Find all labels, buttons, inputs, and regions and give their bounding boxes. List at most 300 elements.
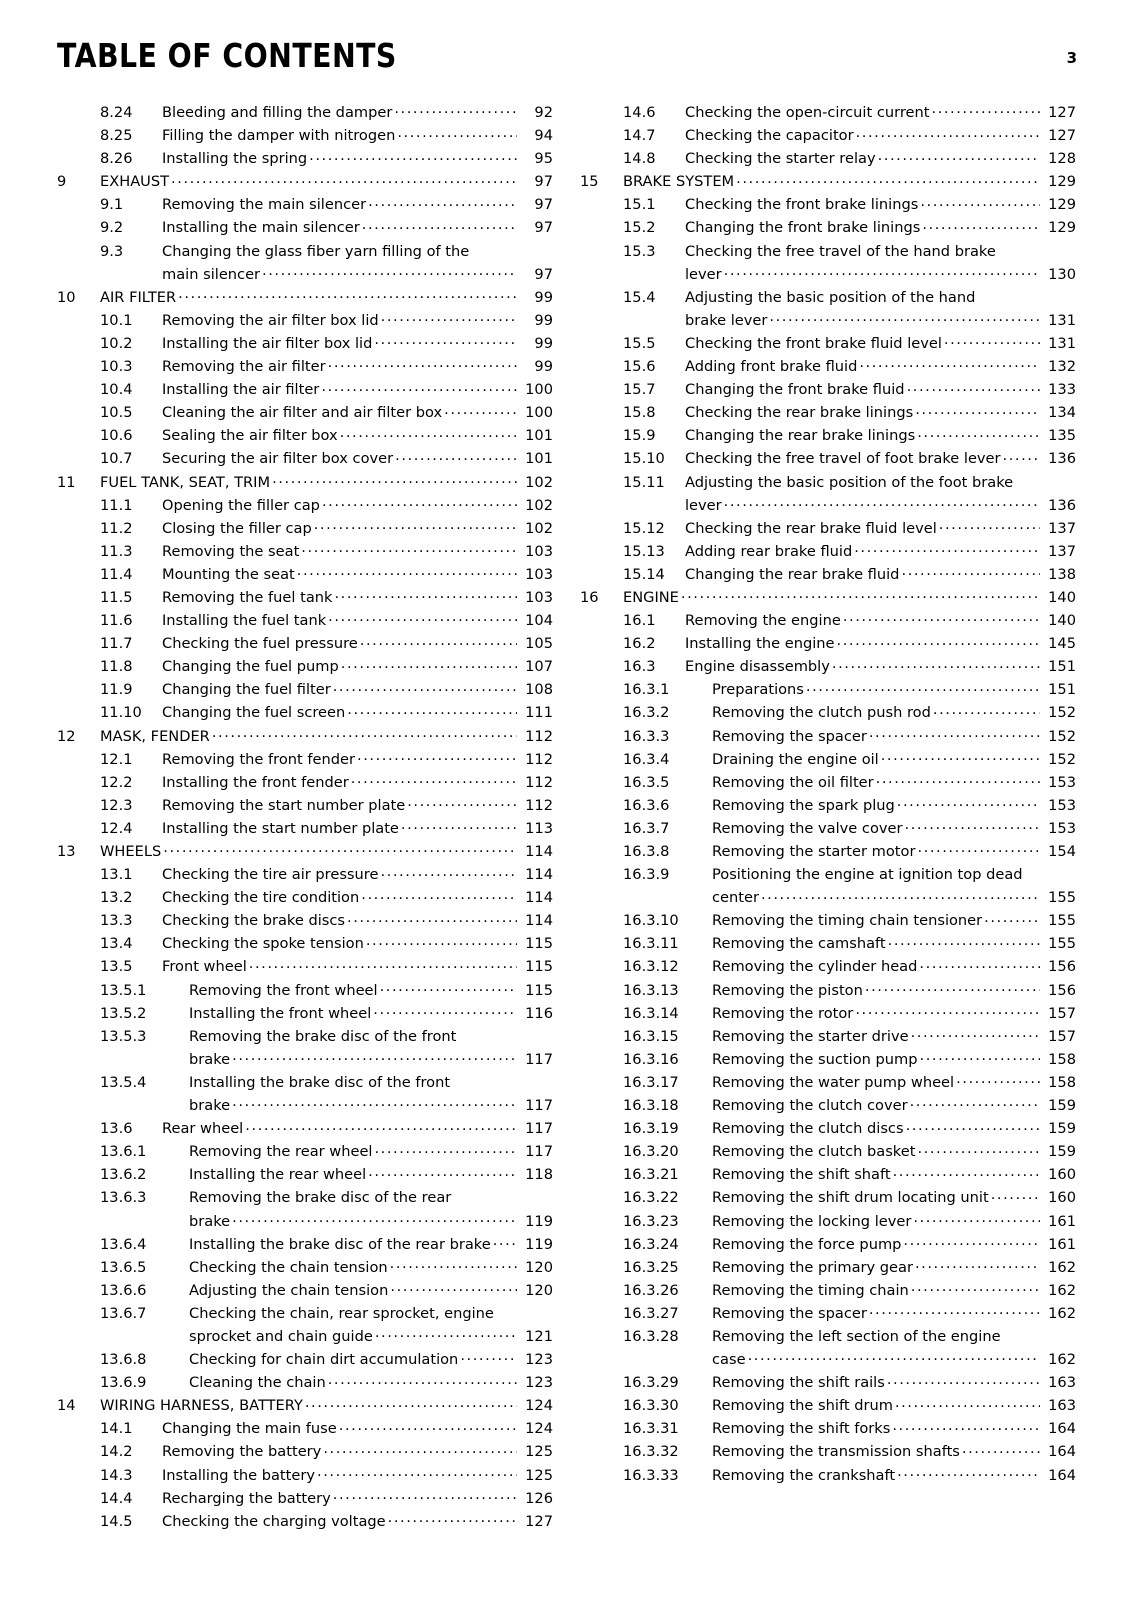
toc-entry-number: 15.2 <box>623 219 656 237</box>
toc-entry-number: 12.2 <box>100 773 133 791</box>
toc-entry-title-line <box>189 1233 553 1256</box>
toc-entry-body <box>162 748 553 771</box>
toc-entry[interactable] <box>57 1279 553 1302</box>
toc-entry-body <box>189 1071 553 1117</box>
toc-entry-title-line <box>189 1348 553 1371</box>
toc-entry[interactable] <box>57 332 553 355</box>
toc-entry-number: 16.3.11 <box>623 935 679 953</box>
toc-entry-number: 13.2 <box>100 889 133 907</box>
toc-entry-number: 15.8 <box>623 404 656 422</box>
toc-entry-title: Engine disassembly <box>685 658 830 676</box>
toc-entry[interactable] <box>57 655 553 678</box>
toc-entry-title: Installing the rear wheel <box>189 1166 367 1184</box>
toc-entry-title-cont: brake <box>189 1212 231 1230</box>
dot-leader <box>351 772 517 787</box>
toc-entry[interactable] <box>580 955 1076 978</box>
toc-entry-title: Installing the spring <box>162 150 308 168</box>
toc-entry-number: 16.3.26 <box>623 1281 679 1299</box>
toc-entry-page: 117 <box>525 1050 553 1068</box>
toc-entry-title-line <box>685 401 1076 424</box>
toc-entry[interactable] <box>580 193 1076 216</box>
toc-entry[interactable] <box>57 794 553 817</box>
toc-entry-page: 115 <box>525 935 553 953</box>
toc-entry-body <box>685 609 1076 632</box>
dot-leader <box>245 1119 517 1134</box>
dot-leader <box>832 657 1040 672</box>
toc-entry[interactable] <box>57 378 553 401</box>
dot-leader <box>380 980 517 995</box>
toc-entry[interactable] <box>57 494 553 517</box>
toc-entry-page: 114 <box>525 866 553 884</box>
dot-leader <box>922 218 1040 233</box>
toc-entry-page: 158 <box>1048 1073 1076 1091</box>
toc-entry-page: 117 <box>525 1097 553 1115</box>
toc-entry-number: 11.8 <box>100 658 133 676</box>
dot-leader <box>681 587 1040 602</box>
toc-entry-number: 10.1 <box>100 311 133 329</box>
toc-entry-title-line <box>162 124 553 147</box>
toc-entry[interactable] <box>580 424 1076 447</box>
toc-entry-title: Installing the engine <box>685 635 835 653</box>
toc-entry-number: 13.1 <box>100 866 133 884</box>
toc-entry-number: 14.6 <box>623 104 656 121</box>
toc-entry-body <box>189 979 553 1002</box>
toc-column-left <box>57 101 553 1533</box>
toc-entry-number: 15.6 <box>623 358 656 376</box>
toc-entry[interactable] <box>57 1233 553 1256</box>
toc-entry[interactable] <box>57 1487 553 1510</box>
toc-entry-title: Checking the open-circuit current <box>685 104 930 121</box>
toc-entry-page: 134 <box>1048 404 1076 422</box>
toc-entry[interactable] <box>580 124 1076 147</box>
toc-entry[interactable] <box>57 817 553 840</box>
toc-entry-title-line <box>162 794 553 817</box>
toc-entry[interactable] <box>580 1464 1076 1487</box>
toc-entry-title-line <box>685 471 1076 494</box>
toc-entry[interactable] <box>580 909 1076 932</box>
toc-entry-page: 161 <box>1048 1212 1076 1230</box>
dot-leader <box>865 980 1040 995</box>
toc-entry[interactable] <box>580 1233 1076 1256</box>
dot-leader <box>920 1049 1040 1064</box>
toc-entry[interactable] <box>580 1025 1076 1048</box>
toc-entry-title: Removing the air filter <box>162 358 326 376</box>
toc-entry-title: Adjusting the basic position of the foot brake <box>685 473 1014 491</box>
toc-entry-body <box>685 355 1076 378</box>
toc-entry-title-line <box>189 1048 553 1071</box>
toc-entry-title: Front wheel <box>162 958 247 976</box>
toc-entry[interactable] <box>580 725 1076 748</box>
toc-entry-body <box>712 1233 1076 1256</box>
toc-entry-title-line <box>712 1371 1076 1394</box>
toc-entry[interactable] <box>57 632 553 655</box>
toc-entry-number: 11.9 <box>100 681 133 699</box>
toc-entry-body <box>712 840 1076 863</box>
toc-entry-number: 15.4 <box>623 288 656 306</box>
toc-entry-body <box>712 1371 1076 1394</box>
toc-entry[interactable] <box>57 932 553 955</box>
toc-entry[interactable] <box>57 678 553 701</box>
toc-entry[interactable] <box>57 1025 553 1071</box>
toc-entry-page: 127 <box>525 1512 553 1530</box>
toc-entry[interactable] <box>580 1256 1076 1279</box>
toc-entry[interactable] <box>580 1163 1076 1186</box>
toc-entry-title-line <box>162 609 553 632</box>
toc-entry-body <box>712 678 1076 701</box>
toc-entry[interactable] <box>57 1417 553 1440</box>
toc-entry-page: 116 <box>525 1004 553 1022</box>
toc-entry-page: 157 <box>1048 1004 1076 1022</box>
toc-entry[interactable] <box>580 1002 1076 1025</box>
toc-entry-page: 95 <box>534 150 553 168</box>
toc-entry-title: Changing the rear brake fluid <box>685 565 900 583</box>
toc-entry-page: 136 <box>1048 450 1076 468</box>
toc-entry-title: Changing the front brake linings <box>685 219 921 237</box>
toc-entry-body <box>685 401 1076 424</box>
toc-entry[interactable] <box>580 1117 1076 1140</box>
toc-entry[interactable] <box>580 1140 1076 1163</box>
toc-entry[interactable] <box>57 170 553 193</box>
toc-entry-title-cont: lever <box>685 496 722 514</box>
toc-entry[interactable] <box>57 1002 553 1025</box>
toc-entry-page: 140 <box>1048 588 1076 606</box>
toc-entry-title: Removing the fuel tank <box>162 588 333 606</box>
toc-entry-title: Checking the spoke tension <box>162 935 364 953</box>
toc-entry[interactable] <box>57 355 553 378</box>
dot-leader <box>893 1165 1040 1180</box>
toc-entry-title-line <box>100 1394 553 1417</box>
toc-entry-page: 100 <box>525 381 553 399</box>
dot-leader <box>178 287 517 302</box>
toc-entry-title: Changing the fuel screen <box>162 704 346 722</box>
toc-entry[interactable] <box>580 1394 1076 1417</box>
toc-entry-number: 9.2 <box>100 219 124 237</box>
toc-entry[interactable] <box>57 1140 553 1163</box>
dot-leader <box>876 772 1040 787</box>
toc-entry[interactable] <box>580 678 1076 701</box>
toc-entry-title-line <box>712 817 1076 840</box>
toc-entry-number: 15.13 <box>623 542 665 560</box>
toc-entry[interactable] <box>57 286 553 309</box>
toc-entry-title: Removing the main silencer <box>162 196 367 214</box>
toc-entry-title-line <box>685 147 1076 170</box>
toc-entry[interactable] <box>57 886 553 909</box>
toc-entry[interactable] <box>580 655 1076 678</box>
toc-entry[interactable] <box>580 1325 1076 1371</box>
toc-entry-number: 16.3.21 <box>623 1166 679 1184</box>
toc-entry[interactable] <box>57 471 553 494</box>
toc-entry-body <box>712 863 1076 909</box>
toc-entry-page: 113 <box>525 819 553 837</box>
toc-entry-title-line <box>712 1163 1076 1186</box>
toc-entry-page: 97 <box>534 265 553 283</box>
toc-entry-number: 12.3 <box>100 796 133 814</box>
dot-leader <box>297 564 517 579</box>
toc-entry-title: Checking the rear brake fluid level <box>685 519 937 537</box>
toc-entry[interactable] <box>580 286 1076 332</box>
toc-entry-page: 136 <box>1048 496 1076 514</box>
toc-entry-number: 13.6 <box>100 1120 133 1138</box>
toc-entry-page: 99 <box>534 288 553 306</box>
dot-leader <box>301 541 517 556</box>
toc-entry-title-line <box>189 1302 553 1325</box>
toc-entry[interactable] <box>57 1117 553 1140</box>
toc-entry[interactable] <box>57 240 553 286</box>
toc-entry-title: Removing the spacer <box>712 1304 867 1322</box>
toc-entry-title: Installing the front wheel <box>189 1004 372 1022</box>
toc-entry[interactable] <box>57 540 553 563</box>
toc-entry[interactable] <box>580 817 1076 840</box>
toc-entry-number: 15.1 <box>623 196 656 214</box>
toc-entry-page: 117 <box>525 1120 553 1138</box>
toc-entry-body <box>712 725 1076 748</box>
toc-entry[interactable] <box>57 725 553 748</box>
toc-entry-number: 12 <box>57 727 76 745</box>
toc-entry-title: Removing the valve cover <box>712 819 903 837</box>
toc-entry[interactable] <box>57 1163 553 1186</box>
toc-entry-body <box>100 840 553 863</box>
toc-entry[interactable] <box>580 355 1076 378</box>
toc-entry-number: 10.7 <box>100 450 133 468</box>
toc-entry-title: Rear wheel <box>162 1120 244 1138</box>
dot-leader <box>397 126 517 141</box>
dot-leader <box>357 749 517 764</box>
dot-leader <box>381 310 517 325</box>
toc-entry[interactable] <box>580 517 1076 540</box>
toc-entry[interactable] <box>57 979 553 1002</box>
toc-entry-title: Removing the oil filter <box>712 773 874 791</box>
toc-entry[interactable] <box>57 193 553 216</box>
toc-entry[interactable] <box>580 701 1076 724</box>
toc-entry-page: 164 <box>1048 1420 1076 1438</box>
dot-leader <box>769 310 1040 325</box>
dot-leader <box>761 888 1040 903</box>
toc-entry[interactable] <box>57 748 553 771</box>
toc-entry-page: 108 <box>525 681 553 699</box>
toc-entry-number: 16.3.27 <box>623 1304 679 1322</box>
toc-entry-title: Removing the clutch cover <box>712 1097 908 1115</box>
toc-entry[interactable] <box>57 840 553 863</box>
toc-entry-title-line <box>100 471 553 494</box>
toc-entry-body <box>189 1002 553 1025</box>
toc-entry[interactable] <box>57 609 553 632</box>
toc-entry-body <box>712 1071 1076 1094</box>
toc-entry[interactable] <box>580 1210 1076 1233</box>
toc-entry[interactable] <box>580 794 1076 817</box>
toc-entry-body <box>685 517 1076 540</box>
toc-entry-title-line <box>162 424 553 447</box>
toc-entry[interactable] <box>57 147 553 170</box>
toc-entry[interactable] <box>580 748 1076 771</box>
dot-leader <box>962 1442 1040 1457</box>
toc-entry-number: 11.2 <box>100 519 133 537</box>
toc-entry-title-line <box>162 1440 553 1463</box>
toc-entry-body <box>712 1440 1076 1463</box>
toc-entry[interactable] <box>580 471 1076 517</box>
toc-entry[interactable] <box>57 563 553 586</box>
toc-entry[interactable] <box>580 863 1076 909</box>
dot-leader <box>361 888 517 903</box>
dot-leader <box>360 634 517 649</box>
toc-entry-title: Removing the seat <box>162 542 300 560</box>
toc-entry[interactable] <box>580 609 1076 632</box>
toc-entry[interactable] <box>57 401 553 424</box>
toc-entry-body <box>712 1394 1076 1417</box>
toc-entry[interactable] <box>580 979 1076 1002</box>
toc-entry[interactable] <box>57 955 553 978</box>
toc-entry[interactable] <box>57 909 553 932</box>
toc-entry[interactable] <box>580 771 1076 794</box>
toc-entry[interactable] <box>57 216 553 239</box>
toc-entry[interactable] <box>580 540 1076 563</box>
toc-entry-number: 15.12 <box>623 519 665 537</box>
toc-entry-body <box>712 1117 1076 1140</box>
toc-entry[interactable] <box>580 840 1076 863</box>
toc-entry-title: Removing the primary gear <box>712 1258 913 1276</box>
toc-entry[interactable] <box>57 309 553 332</box>
toc-entry[interactable] <box>57 1371 553 1394</box>
toc-entry[interactable] <box>57 517 553 540</box>
dot-leader <box>933 703 1040 718</box>
toc-entry-body <box>189 1140 553 1163</box>
toc-entry-body <box>162 563 553 586</box>
toc-entry-body <box>712 1256 1076 1279</box>
toc-entry-title-line <box>162 332 553 355</box>
toc-entry-title-line <box>162 1417 553 1440</box>
toc-entry-title: Checking the brake discs <box>162 912 345 930</box>
dot-leader <box>340 426 517 441</box>
toc-entry[interactable] <box>57 1302 553 1348</box>
dot-leader <box>314 518 517 533</box>
toc-entry-body <box>712 701 1076 724</box>
toc-entry-title: Cleaning the chain <box>189 1374 326 1392</box>
toc-entry-page: 119 <box>525 1212 553 1230</box>
toc-entry-page: 132 <box>1048 358 1076 376</box>
toc-entry[interactable] <box>580 632 1076 655</box>
toc-entry[interactable] <box>57 701 553 724</box>
dot-leader <box>317 1465 517 1480</box>
toc-entry[interactable] <box>57 101 553 124</box>
toc-entry[interactable] <box>580 447 1076 470</box>
toc-entry-page: 114 <box>525 843 553 860</box>
toc-entry[interactable] <box>580 240 1076 286</box>
toc-entry[interactable] <box>57 1440 553 1463</box>
toc-entry[interactable] <box>580 1094 1076 1117</box>
toc-entry-title-line <box>162 540 553 563</box>
toc-entry[interactable] <box>580 1048 1076 1071</box>
toc-entry-page: 158 <box>1048 1050 1076 1068</box>
dot-leader <box>347 911 517 926</box>
toc-entry-title: Checking the free travel of foot brake lever <box>685 450 1001 468</box>
toc-entry[interactable] <box>580 586 1076 609</box>
toc-entry-title: BRAKE SYSTEM <box>623 173 735 191</box>
toc-entry-title-line <box>712 1210 1076 1233</box>
toc-entry[interactable] <box>580 147 1076 170</box>
toc-entry-number: 16.3.5 <box>623 773 670 791</box>
toc-entry[interactable] <box>57 124 553 147</box>
toc-entry[interactable] <box>57 1071 553 1117</box>
toc-entry[interactable] <box>580 1417 1076 1440</box>
toc-entry-page: 124 <box>525 1397 553 1415</box>
toc-entry-body <box>712 1210 1076 1233</box>
toc-entry-title-cont: case <box>712 1351 746 1369</box>
toc-entry[interactable] <box>57 1256 553 1279</box>
toc-entry[interactable] <box>57 424 553 447</box>
toc-entry-title-line <box>623 170 1076 193</box>
toc-entry-number: 14 <box>57 1397 76 1415</box>
toc-entry-body <box>712 1279 1076 1302</box>
toc-entry-page: 112 <box>525 796 553 814</box>
toc-entry[interactable] <box>580 1440 1076 1463</box>
toc-entry-title: Installing the fuel tank <box>162 612 327 630</box>
toc-entry-title-line <box>685 447 1076 470</box>
toc-entry-page: 163 <box>1048 1397 1076 1415</box>
toc-entry-page: 120 <box>525 1258 553 1276</box>
toc-entry[interactable] <box>580 1302 1076 1325</box>
dot-leader <box>366 934 517 949</box>
toc-entry-number: 13.6.4 <box>100 1235 147 1253</box>
toc-entry-title-line <box>685 494 1076 517</box>
dot-leader <box>328 610 517 625</box>
toc-entry[interactable] <box>57 447 553 470</box>
dot-leader <box>388 1511 517 1526</box>
toc-entry[interactable] <box>57 1186 553 1232</box>
toc-entry-body <box>712 1186 1076 1209</box>
toc-entry-title-line <box>712 1464 1076 1487</box>
toc-entry-page: 151 <box>1048 681 1076 699</box>
toc-entry[interactable] <box>580 401 1076 424</box>
toc-entry-title-line <box>712 748 1076 771</box>
toc-entry[interactable] <box>57 863 553 886</box>
toc-entry[interactable] <box>57 586 553 609</box>
toc-entry-title-line <box>162 863 553 886</box>
toc-entry[interactable] <box>580 378 1076 401</box>
toc-entry-number: 16 <box>580 588 599 606</box>
toc-entry-title-line <box>162 748 553 771</box>
toc-entry-body <box>162 701 553 724</box>
toc-entry-page: 162 <box>1048 1351 1076 1369</box>
toc-entry[interactable] <box>57 1348 553 1371</box>
toc-entry-title: Opening the filler cap <box>162 496 320 514</box>
toc-entry[interactable] <box>57 1394 553 1417</box>
toc-entry[interactable] <box>580 170 1076 193</box>
toc-entry-number: 16.3.10 <box>623 912 679 930</box>
toc-entry[interactable] <box>57 771 553 794</box>
toc-entry[interactable] <box>580 1071 1076 1094</box>
toc-entry[interactable] <box>580 1371 1076 1394</box>
toc-entry-title-line <box>685 286 1076 309</box>
toc-entry-number: 16.3.19 <box>623 1120 679 1138</box>
toc-entry[interactable] <box>57 1464 553 1487</box>
dot-leader <box>328 356 517 371</box>
dot-leader <box>991 1188 1040 1203</box>
toc-entry-number: 16.3.31 <box>623 1420 679 1438</box>
toc-entry[interactable] <box>580 932 1076 955</box>
toc-entry[interactable] <box>57 1510 553 1533</box>
toc-entry[interactable] <box>580 1279 1076 1302</box>
toc-entry-title-line <box>162 771 553 794</box>
toc-entry[interactable] <box>580 563 1076 586</box>
toc-entry-number: 8.26 <box>100 150 133 168</box>
toc-entry-title: Removing the clutch discs <box>712 1120 904 1138</box>
toc-entry[interactable] <box>580 1186 1076 1209</box>
toc-entry-body <box>189 1025 553 1071</box>
toc-entry[interactable] <box>580 332 1076 355</box>
toc-entry[interactable] <box>580 216 1076 239</box>
toc-entry-page: 153 <box>1048 796 1076 814</box>
toc-entry-page: 125 <box>525 1443 553 1461</box>
toc-entry[interactable] <box>580 101 1076 124</box>
